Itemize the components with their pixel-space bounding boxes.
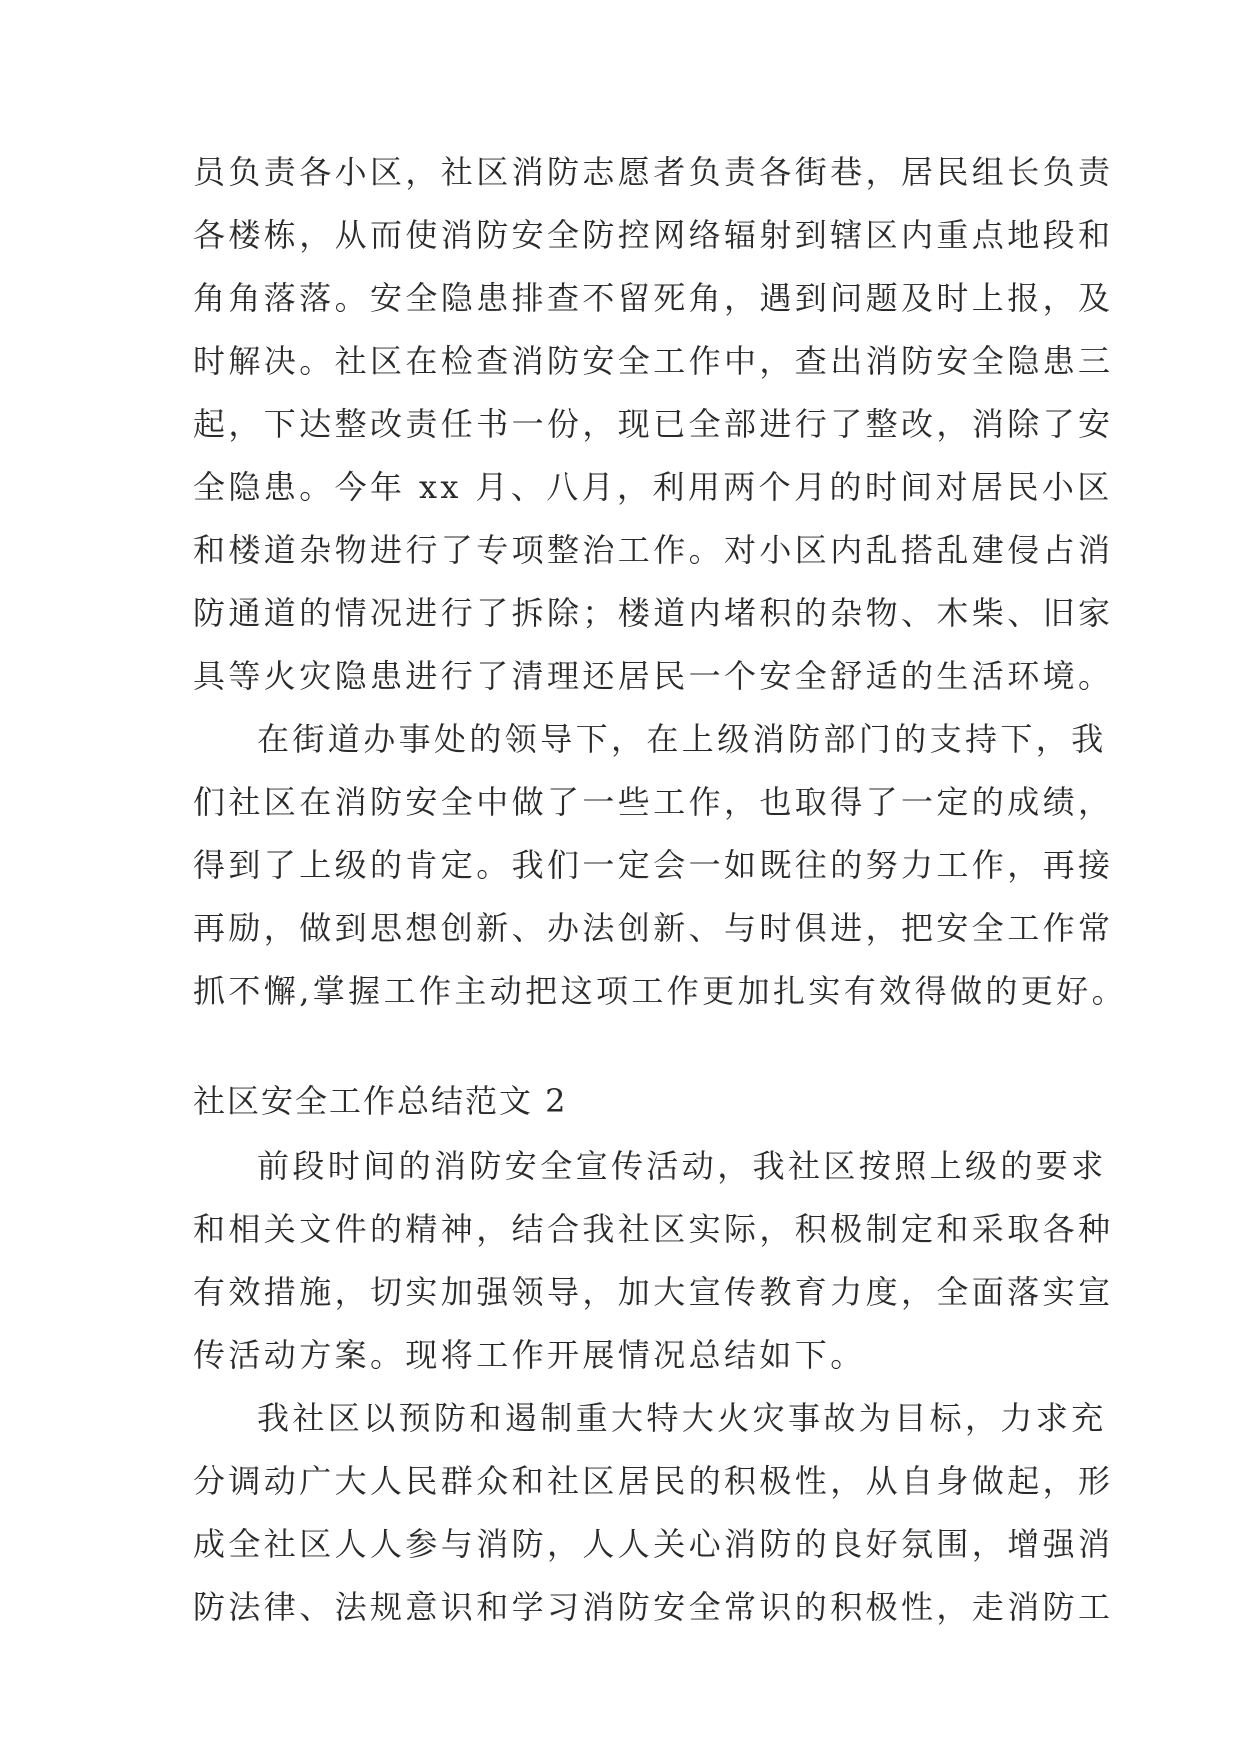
paragraph-line: 成全社区人人参与消防，人人关心消防的良好氛围，增强消 [193,1525,1114,1563]
paragraph-line: 传活动方案。现将工作开展情况总结如下。 [193,1336,866,1374]
paragraph-line: 全隐患。今年 xx 月、八月，利用两个月的时间对居民小区 [193,468,1113,506]
section-heading: 社区安全工作总结范文 2 [193,1082,568,1120]
paragraph-line: 前段时间的消防安全宣传活动，我社区按照上级的要求 [257,1147,1107,1185]
paragraph-line: 和相关文件的精神，结合我社区实际，积极制定和采取各种 [193,1210,1114,1248]
paragraph-line: 我社区以预防和遏制重大特大火灾事故为目标，力求充 [257,1399,1107,1437]
paragraph-line: 在街道办事处的领导下，在上级消防部门的支持下，我 [257,720,1107,758]
paragraph-line: 具等火灾隐患进行了清理还居民一个安全舒适的生活环境。 [193,657,1114,695]
paragraph-line: 得到了上级的肯定。我们一定会一如既往的努力工作，再接 [193,846,1114,884]
paragraph-line: 有效措施，切实加强领导，加大宣传教育力度，全面落实宣 [193,1273,1114,1311]
paragraph-line: 起，下达整改责任书一份，现已全部进行了整改，消除了安 [193,405,1114,443]
paragraph-line: 抓不懈,掌握工作主动把这项工作更加扎实有效得做的更好。 [193,972,1127,1010]
paragraph-line: 角角落落。安全隐患排查不留死角，遇到问题及时上报，及 [193,279,1114,317]
paragraph-line: 各楼栋，从而使消防安全防控网络辐射到辖区内重点地段和 [193,216,1114,254]
paragraph-line: 分调动广大人民群众和社区居民的积极性，从自身做起，形 [193,1462,1114,1500]
paragraph-line: 和楼道杂物进行了专项整治工作。对小区内乱搭乱建侵占消 [193,531,1114,569]
paragraph-line: 员负责各小区，社区消防志愿者负责各街巷，居民组长负责 [193,153,1114,191]
paragraph-line: 时解决。社区在检查消防安全工作中，查出消防安全隐患三 [193,342,1114,380]
paragraph-line: 防法律、法规意识和学习消防安全常识的积极性，走消防工 [193,1588,1114,1626]
paragraph-line: 防通道的情况进行了拆除；楼道内堵积的杂物、木柴、旧家 [193,594,1114,632]
paragraph-line: 再励，做到思想创新、办法创新、与时俱进，把安全工作常 [193,909,1114,947]
paragraph-line: 们社区在消防安全中做了一些工作，也取得了一定的成绩， [193,783,1114,821]
